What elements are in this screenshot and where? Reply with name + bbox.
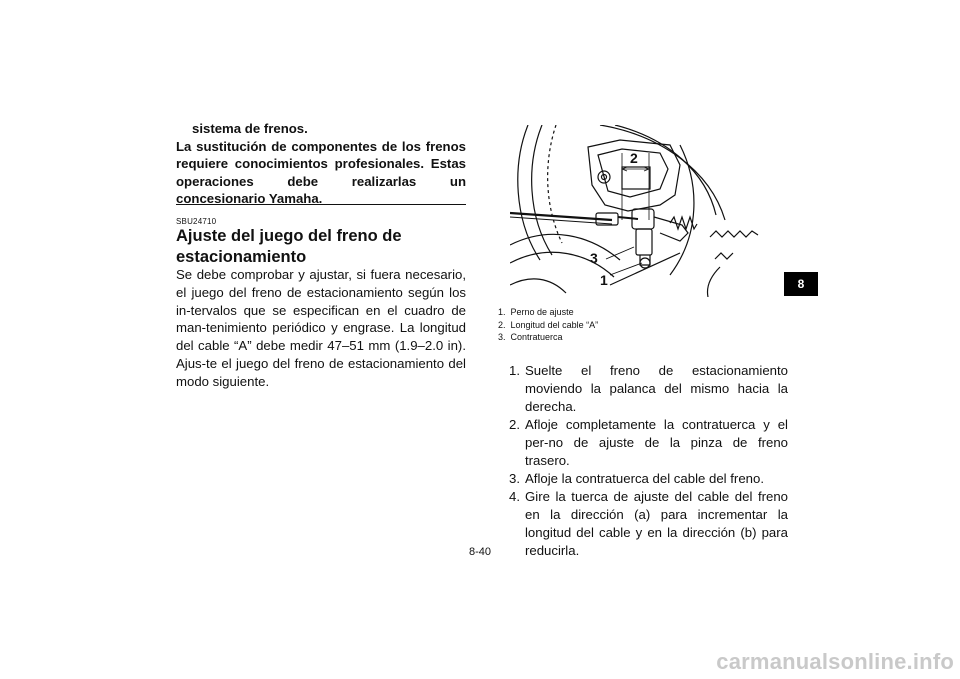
step-item: 2. Afloje completamente la contratuerca y el per-no de ajuste de la pinza de freno trasero. (509, 417, 788, 468)
chapter-tab: 8 (784, 272, 818, 296)
caption-item: 1. Perno de ajuste (498, 307, 574, 317)
procedure-steps (498, 362, 788, 560)
callout-3: 3 (590, 250, 598, 266)
caption-item: 2. Longitud del cable “A” (498, 319, 599, 330)
warning-continuation (176, 120, 466, 208)
section-divider (176, 204, 466, 205)
section-title: Ajuste del juego del freno de estacionamiento (176, 227, 402, 266)
figure-captions (498, 306, 598, 344)
callout-1: 1 (600, 272, 608, 288)
step-item: 1. Suelte el freno de estacionamiento moviendo la palanca del mismo hacia la derecha. (509, 363, 788, 414)
step-item: 3. Afloje la contratuerca del cable del freno. (509, 471, 764, 486)
watermark: carmanualsonline.info (716, 649, 954, 674)
section-code: SBU24710 (176, 217, 217, 226)
step-item: 4. Gire la tuerca de ajuste del cable del freno en la dirección (a) para incrementar la longitud del cable y en la dirección (b) para reducirla. (509, 489, 788, 558)
caption-item: 3. Contratuerca (498, 332, 563, 342)
brake-caliper-illustration (510, 125, 772, 297)
warning-first-line: sistema de frenos. (192, 121, 308, 136)
callout-2: 2 (630, 150, 638, 166)
section-body: Se debe comprobar y ajustar, si fuera necesario, el juego del freno de estacionamiento según los in-tervalos que se especifican en el cuadro de man-tenimiento periódico y engrase. La longitud del cable “A” debe medir 47–51 mm (1.9–2.0 in). Ajus-te el juego del freno de estacionamiento del modo siguiente. (176, 267, 466, 389)
page-number: 8-40 (468, 546, 492, 558)
warning-text: La sustitución de componentes de los frenos requiere conocimientos profesionales. Estas operaciones debe realizarlas un concesionario Yamaha. (176, 138, 466, 206)
